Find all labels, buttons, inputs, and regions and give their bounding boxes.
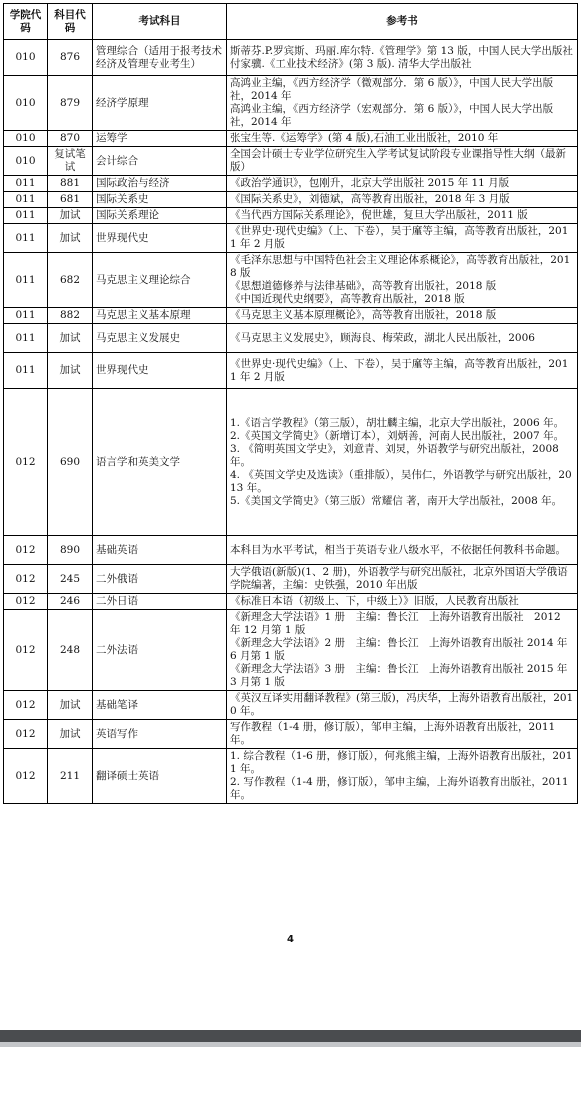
reference-line: 《新理念大学法语》3 册 主编：鲁长江 上海外语教育出版社 2015 年 3 月第 1 版	[230, 663, 571, 688]
table-row	[4, 749, 578, 804]
subject-name-cell: 经济学原理	[93, 76, 227, 131]
subject-name-cell: 运筹学	[93, 131, 227, 147]
reference-cell	[227, 176, 578, 192]
reference-cell	[227, 324, 578, 353]
reference-line: 张宝生等.《运筹学》(第 4 版),石油工业出版社，2010 年	[230, 132, 499, 144]
subject-code-cell: 870	[48, 131, 93, 147]
subject-name-cell: 基础笔译	[93, 691, 227, 720]
reference-line: 写作教程（1-4 册，修订版），邹申主编，上海外语教育出版社，2011 年。	[230, 721, 559, 746]
college-code-cell: 011	[4, 224, 48, 253]
subject-name-cell: 国际政治与经济	[93, 176, 227, 192]
reference-cell	[227, 691, 578, 720]
reference-cell	[227, 224, 578, 253]
reference-cell	[227, 192, 578, 208]
table-row	[4, 253, 578, 308]
subject-code-cell: 245	[48, 565, 93, 594]
subject-name-cell: 会计综合	[93, 147, 227, 176]
reference-line: 3. 《简明英国文学史》，刘意青、刘炅，外语教学与研究出版社，2008 年。	[230, 442, 563, 468]
college-code-cell: 011	[4, 324, 48, 353]
subject-code-header: 科目代码	[48, 4, 93, 40]
college-code-cell: 011	[4, 353, 48, 389]
reference-cell	[227, 131, 578, 147]
reference-cell	[227, 253, 578, 308]
reference-line: 《思想道德修养与法律基础》，高等教育出版社，2018 版	[230, 280, 497, 292]
reference-line: 《新理念大学法语》1 册 主编：鲁长江 上海外语教育出版社 2012 年 12 月第 1 版	[230, 611, 565, 636]
subject-name-cell: 二外日语	[93, 594, 227, 610]
subject-name-cell: 英语写作	[93, 720, 227, 749]
college-code-cell: 011	[4, 176, 48, 192]
reference-cell	[227, 749, 578, 804]
subject-code-cell: 加试	[48, 720, 93, 749]
college-code-cell: 012	[4, 389, 48, 536]
subject-name-cell: 基础英语	[93, 536, 227, 565]
table-row	[4, 353, 578, 389]
table-row	[4, 565, 578, 594]
reference-line: 高鸿业主编，《西方经济学（微观部分．第 6 版）》，中国人民大学出版社，2014 年	[230, 77, 554, 102]
subject-code-cell: 246	[48, 594, 93, 610]
reference-line: 4. 《英国文学史及选读》（重排版），吴伟仁，外语教学与研究出版社，2013 年。	[230, 468, 572, 494]
subject-code-cell: 211	[48, 749, 93, 804]
reference-line: 《中国近现代史纲要》，高等教育出版社，2018 版	[230, 293, 465, 305]
table-row	[4, 131, 578, 147]
subject-code-cell: 882	[48, 308, 93, 324]
college-code-cell: 012	[4, 610, 48, 691]
reference-line: 《马克思主义发展史》，顾海良、梅荣政，湖北人民出版社，2006	[230, 331, 535, 344]
college-code-cell: 012	[4, 720, 48, 749]
table-row	[4, 308, 578, 324]
reference-line: 《英汉互译实用翻译教程》(第三版)，冯庆华，上海外语教育出版社，2010 年。	[230, 692, 574, 717]
college-code-cell: 012	[4, 749, 48, 804]
table-row	[4, 389, 578, 536]
reference-line: 《标准日本语（初级上、下，中级上）》旧版，人民教育出版社	[230, 595, 519, 607]
subject-name-cell: 二外俄语	[93, 565, 227, 594]
subject-name-cell: 国际关系史	[93, 192, 227, 208]
table-row	[4, 610, 578, 691]
table-row	[4, 192, 578, 208]
table-row	[4, 536, 578, 565]
reference-line: 《新理念大学法语》2 册 主编：鲁长江 上海外语教育出版社 2014 年 6 月第 1 版	[230, 637, 571, 662]
reference-cell	[227, 208, 578, 224]
page-number: 4	[287, 934, 294, 945]
subject-code-cell: 加试	[48, 353, 93, 389]
subject-code-cell: 890	[48, 536, 93, 565]
reference-cell	[227, 594, 578, 610]
reference-line: 《当代西方国际关系理论》，倪世雄，复旦大学出版社，2011 版	[230, 209, 528, 221]
college-code-cell: 011	[4, 192, 48, 208]
subject-name-cell: 马克思主义基本原理	[93, 308, 227, 324]
subject-name-cell: 二外法语	[93, 610, 227, 691]
reference-cell	[227, 720, 578, 749]
table-row	[4, 594, 578, 610]
reference-cell	[227, 536, 578, 565]
college-code-cell: 011	[4, 308, 48, 324]
subject-code-cell: 682	[48, 253, 93, 308]
table-row	[4, 208, 578, 224]
subject-code-cell: 681	[48, 192, 93, 208]
reference-header: 参考书	[227, 4, 578, 40]
subject-name-cell: 翻译硕士英语	[93, 749, 227, 804]
subject-code-cell: 881	[48, 176, 93, 192]
college-code-cell: 010	[4, 76, 48, 131]
college-code-cell: 011	[4, 208, 48, 224]
reference-cell	[227, 308, 578, 324]
subject-name-cell: 马克思主义理论综合	[93, 253, 227, 308]
subject-name-cell: 语言学和英美文学	[93, 389, 227, 536]
subject-header: 考试科目	[93, 4, 227, 40]
reference-line: 《世界史·现代史编》（上、下卷），吴于廑等主编，高等教育出版社，2011 年 2 月版	[230, 225, 569, 250]
table-row	[4, 176, 578, 192]
viewer-footer-shadow	[0, 1042, 581, 1047]
college-code-header: 学院代码	[4, 4, 48, 40]
table-row	[4, 40, 578, 76]
reference-line: 《毛泽东思想与中国特色社会主义理论体系概论》，高等教育出版社，2018 版	[230, 254, 571, 279]
reference-line: 大学俄语(新版)(1、2 册)，外语教学与研究出版社，北京外国语大学俄语学院编著，主编：史铁强，2010 年出版	[230, 566, 568, 591]
reference-cell	[227, 610, 578, 691]
subject-code-cell: 复试笔试	[48, 147, 93, 176]
college-code-cell: 010	[4, 40, 48, 76]
reference-line: 1.《语言学教程》（第三版），胡壮麟主编，北京大学出版社，2006 年。	[230, 416, 565, 429]
college-code-cell: 012	[4, 536, 48, 565]
reference-line: 斯蒂芬.P.罗宾斯、玛丽.库尔特.《管理学》第 13 版，中国人民大学出版社	[230, 44, 573, 57]
reference-line: 本科目为水平考试，相当于英语专业八级水平，不依据任何教科书命题。	[230, 543, 566, 556]
table-body	[4, 40, 578, 804]
table-row	[4, 324, 578, 353]
subject-code-cell: 加试	[48, 691, 93, 720]
reference-line: 《国际关系史》，刘德斌，高等教育出版社，2018 年 3 月版	[230, 193, 510, 205]
subject-code-cell: 248	[48, 610, 93, 691]
table-row	[4, 76, 578, 131]
subject-code-cell: 879	[48, 76, 93, 131]
reference-line: 2.《英国文学简史》（新增订本），刘炳善，河南人民出版社，2007 年。	[230, 429, 565, 442]
reference-cell	[227, 40, 578, 76]
college-code-cell: 010	[4, 131, 48, 147]
subject-code-cell: 690	[48, 389, 93, 536]
table-header-row	[4, 4, 578, 40]
college-code-cell: 011	[4, 253, 48, 308]
subject-code-cell: 加试	[48, 208, 93, 224]
subject-code-cell: 876	[48, 40, 93, 76]
reference-cell	[227, 565, 578, 594]
reference-cell	[227, 353, 578, 389]
college-code-cell: 012	[4, 691, 48, 720]
reference-line: 《政治学通识》，包刚升，北京大学出版社 2015 年 11 月版	[230, 177, 510, 189]
reference-line: 付家骥.《工业技术经济》(第 3 版). 清华大学出版社	[230, 57, 472, 70]
subject-name-cell: 世界现代史	[93, 353, 227, 389]
college-code-cell: 012	[4, 594, 48, 610]
college-code-cell: 010	[4, 147, 48, 176]
subject-name-cell: 管理综合（适用于报考技术经济及管理专业考生）	[93, 40, 227, 76]
subject-code-cell: 加试	[48, 324, 93, 353]
reference-line: 1. 综合教程（1-6 册，修订版），何兆熊主编，上海外语教育出版社，2011 年。	[230, 750, 573, 775]
reference-line: 《世界史·现代史编》（上、下卷），吴于廑等主编，高等教育出版社，2011 年 2 月版	[230, 357, 569, 383]
subject-code-cell: 加试	[48, 224, 93, 253]
reference-cell	[227, 389, 578, 536]
reference-table	[3, 3, 578, 804]
reference-line: 《马克思主义基本原理概论》，高等教育出版社，2018 版	[230, 309, 497, 321]
viewer-footer-bar	[0, 1030, 581, 1042]
table-row	[4, 224, 578, 253]
table-row	[4, 691, 578, 720]
subject-name-cell: 世界现代史	[93, 224, 227, 253]
reference-cell	[227, 76, 578, 131]
reference-line: 高鸿业主编，《西方经济学（宏观部分．第 6 版）》，中国人民大学出版社，2014 年	[230, 103, 554, 128]
reference-line: 全国会计硕士专业学位研究生入学考试复试阶段专业课指导性大纲（最新版）	[230, 148, 566, 173]
table-row	[4, 720, 578, 749]
reference-line: 5.《美国文学简史》（第三版）常耀信 著，南开大学出版社，2008 年。	[230, 494, 563, 507]
subject-name-cell: 国际关系理论	[93, 208, 227, 224]
reference-line: 2. 写作教程（1-4 册，修订版），邹申主编，上海外语教育出版社，2011 年。	[230, 776, 572, 801]
table-row	[4, 147, 578, 176]
college-code-cell: 012	[4, 565, 48, 594]
subject-name-cell: 马克思主义发展史	[93, 324, 227, 353]
reference-cell	[227, 147, 578, 176]
